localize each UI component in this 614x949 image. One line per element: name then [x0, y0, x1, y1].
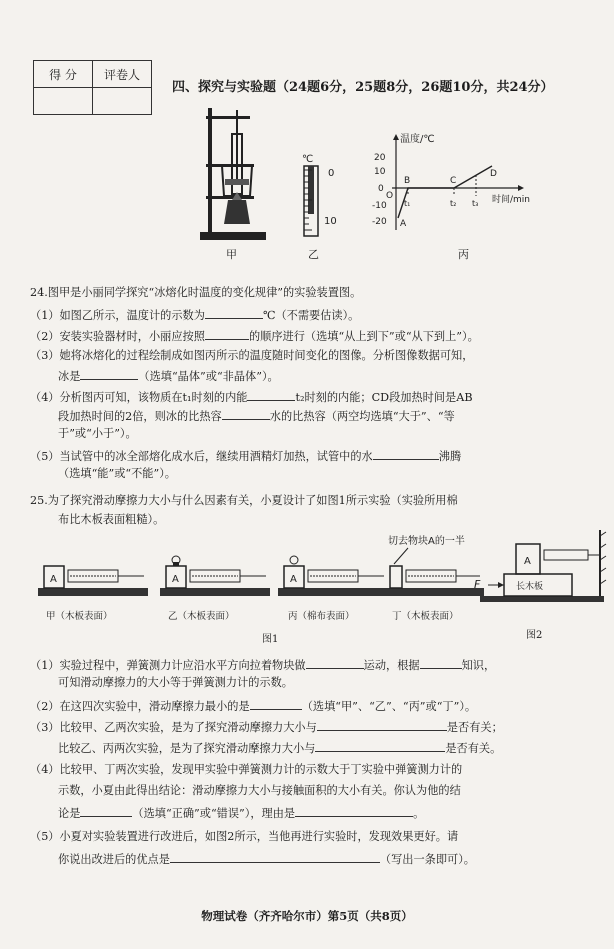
graph-ylabel: 温度/℃ — [400, 134, 435, 145]
origin-label: O — [386, 191, 394, 201]
q25-part3b: 比较乙、丙两次实验，是为了探究滑动摩擦力大小与 是否有关。 — [58, 742, 502, 755]
apparatus-figure — [192, 104, 272, 244]
score-cell[interactable] — [34, 88, 93, 115]
y-tick-20: 20 — [374, 153, 386, 163]
cap-bing: 丙（棉布表面） — [288, 611, 355, 622]
q24-intro: 24.图甲是小丽同学探究“冰熔化时温度的变化规律”的实验装置图。 — [30, 286, 362, 299]
q25-part2: （2）在这四次实验中，滑动摩擦力最小的是 （选填“甲”、“乙”、“丙”或“丁”）。 — [30, 700, 477, 713]
thermo-tick-10: 10 — [324, 216, 337, 227]
cap-jia: 甲（木板表面） — [46, 611, 113, 622]
cap-yi: 乙（木板表面） — [168, 611, 235, 622]
point-a: A — [400, 219, 407, 229]
q25-blank-8[interactable] — [170, 851, 380, 863]
q24-blank-2[interactable] — [205, 328, 249, 340]
q25-blank-7[interactable] — [295, 805, 413, 817]
x-mark-t1: t₁ — [404, 199, 411, 208]
q24-part3: （3）她将冰熔化的过程绘制成如图丙所示的温度随时间变化的图像。分析图像数据可知， — [30, 349, 474, 362]
q24-part5: （5）当试管中的冰全部熔化成水后，继续用酒精灯加热，试管中的水 沸腾 — [30, 450, 462, 463]
block-a-label-1: A — [50, 574, 57, 585]
force-label: F — [474, 578, 481, 591]
y-tick-10: 10 — [374, 167, 386, 177]
q25-part1b: 可知滑动摩擦力的大小等于弹簧测力计的示数。 — [58, 676, 293, 689]
q24-blank-3[interactable] — [80, 368, 138, 380]
section-title: 四、探究与实验题（24题6分，25题8分，26题10分，共24分） — [172, 80, 554, 95]
q25-blank-3[interactable] — [250, 698, 302, 710]
q25-intro: 25.为了探究滑动摩擦力大小与什么因素有关，小夏设计了如图1所示实验（实验所用棉 — [30, 494, 458, 507]
q25-part4b: 示数，小夏由此得出结论：滑动摩擦力大小与接触面积的大小有关。你认为他的结 — [58, 784, 461, 797]
point-d: D — [490, 169, 497, 179]
score-label: 得 分 — [34, 61, 93, 88]
point-c: C — [450, 176, 457, 186]
block-a-label-4: A — [524, 556, 531, 567]
q25-blank-2[interactable] — [420, 657, 462, 669]
x-mark-t2: t₂ — [450, 199, 457, 208]
caption-jia: 甲 — [226, 248, 237, 261]
q25-part4: （4）比较甲、丁两次实验，发现甲实验中弹簧测力计的示数大于丁实验中弹簧测力计的 — [30, 763, 463, 776]
q24-part4c: 于”或“小于”）。 — [58, 427, 137, 440]
q24-part2: （2）安装实验器材时，小丽应按照 的顺序进行（选填“从上到下”或“从下到上”）。 — [30, 330, 479, 343]
reviewer-label: 评卷人 — [93, 61, 152, 88]
setup-ding — [384, 534, 484, 596]
cap-ding: 丁（木板表面） — [392, 611, 459, 622]
q24-blank-6[interactable] — [373, 448, 439, 460]
cut-note: 切去物块A的一半 — [388, 536, 465, 547]
q25-blank-4[interactable] — [317, 719, 447, 731]
score-table — [33, 60, 152, 115]
q25-blank-1[interactable] — [306, 657, 364, 669]
x-mark-t3: t₃ — [472, 199, 479, 208]
q24-blank-5[interactable] — [222, 408, 270, 420]
setup-jia — [38, 566, 148, 596]
q24-blank-4[interactable] — [247, 389, 295, 401]
q25-part4c: 论是 （选填“正确”或“错误”），理由是 。 — [58, 807, 425, 820]
q24-part5b: （选填“能”或“不能”）。 — [58, 467, 176, 480]
y-tick-0: 0 — [378, 184, 384, 194]
q25-blank-5[interactable] — [315, 740, 445, 752]
graph-xlabel: 时间/min — [492, 195, 531, 205]
y-tick-neg20: -20 — [372, 217, 387, 227]
q25-part1: （1）实验过程中，弹簧测力计应沿水平方向拉着物块做 运动，根据 知识， — [30, 659, 496, 672]
y-tick-neg10: -10 — [372, 201, 387, 211]
fig1-label: 图1 — [262, 634, 279, 645]
q25-part3: （3）比较甲、乙两次实验，是为了探究滑动摩擦力大小与 是否有关； — [30, 721, 503, 734]
thermometer-figure — [292, 150, 352, 240]
temperature-graph — [372, 130, 552, 240]
friction-figures — [28, 530, 608, 642]
caption-bing: 丙 — [458, 248, 469, 261]
caption-yi: 乙 — [308, 248, 319, 261]
thermo-unit: ℃ — [302, 154, 314, 165]
q25-blank-6[interactable] — [80, 805, 132, 817]
block-a-label-3: A — [290, 574, 297, 585]
q25-intro-b: 布比木板表面粗糙）。 — [58, 513, 165, 526]
thermo-tick-0: 0 — [328, 168, 335, 179]
reviewer-cell[interactable] — [93, 88, 152, 115]
q24-part1: （1）如图乙所示，温度计的示数为 ℃（不需要估读）。 — [30, 309, 360, 322]
setup-fig2 — [474, 530, 606, 602]
q25-part5: （5）小夏对实验装置进行改进后，如图2所示，当他再进行实验时，发现效果更好。请 — [30, 830, 459, 843]
q25-part5b: 你说出改进后的优点是 （写出一条即可）。 — [58, 853, 475, 866]
page-footer: 物理试卷（齐齐哈尔市）第5页（共8页） — [201, 909, 413, 923]
q24-part4: （4）分析图丙可知，该物质在t₁时刻的内能 t₂时刻的内能；CD段加热时间是AB — [30, 391, 473, 404]
q24-part4b: 段加热时间的2倍，则冰的比热容 水的比热容（两空均选填“大于”、“等 — [58, 410, 455, 423]
fig2-label: 图2 — [526, 630, 543, 641]
setup-bing — [278, 556, 388, 596]
q24-part3b: 冰是 （选填“晶体”或“非晶体”）。 — [58, 370, 279, 383]
setup-yi — [160, 556, 270, 596]
point-b: B — [404, 176, 411, 186]
board-label: 长木板 — [516, 582, 544, 592]
block-a-label-2: A — [172, 574, 179, 585]
q24-blank-1[interactable] — [205, 307, 263, 319]
